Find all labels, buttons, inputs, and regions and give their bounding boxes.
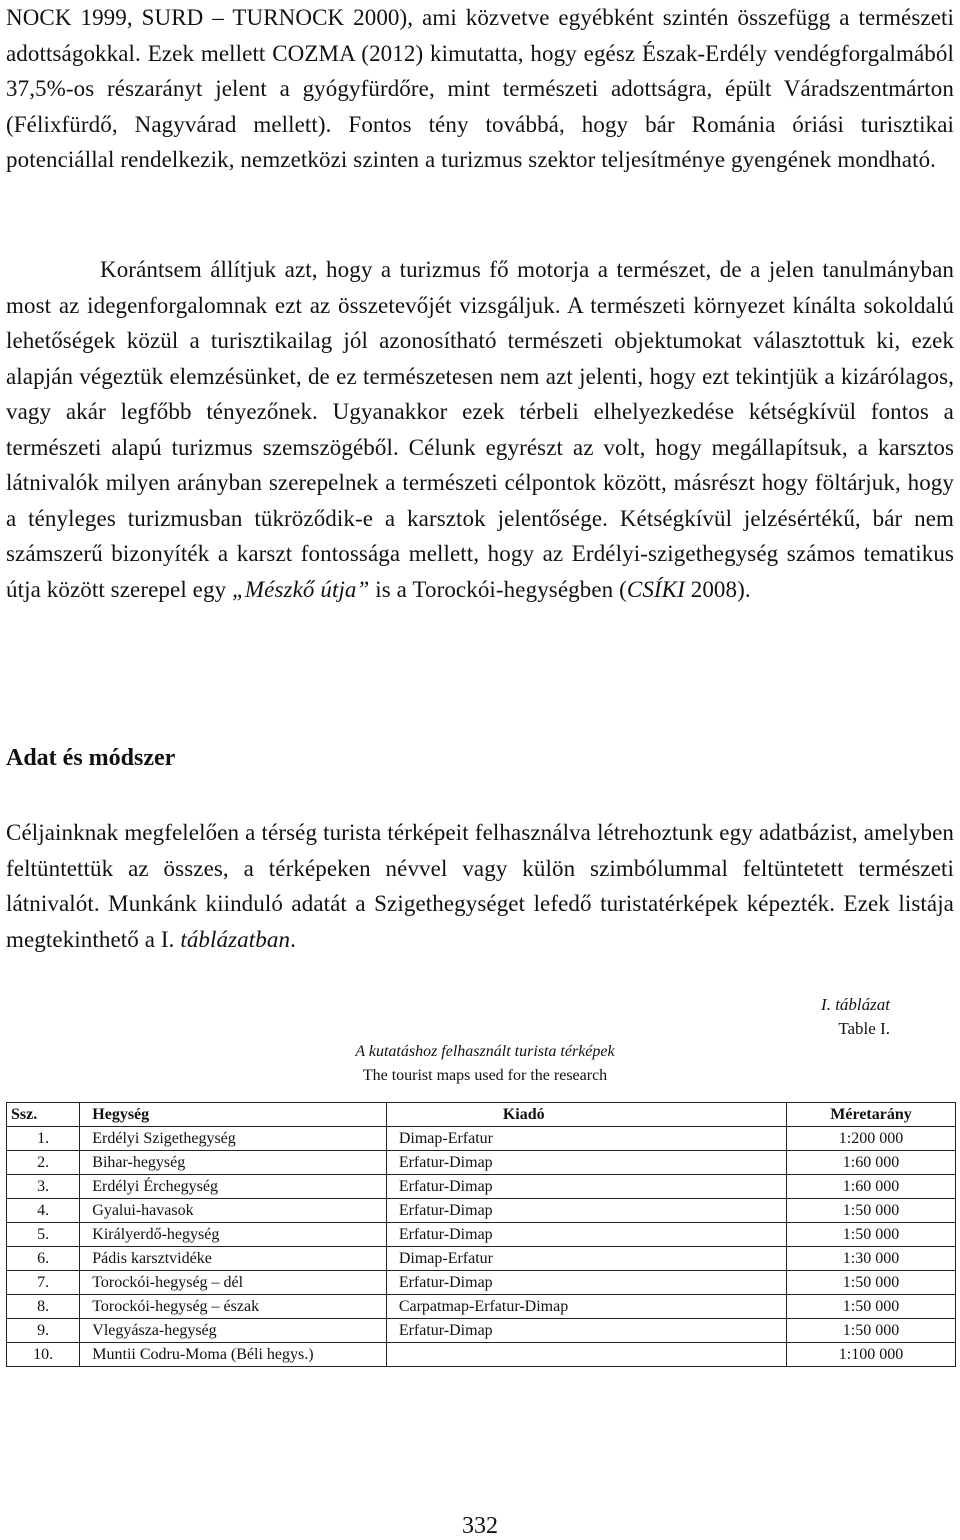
cell-publisher: Erfatur-Dimap bbox=[386, 1319, 786, 1343]
cell-scale: 1:50 000 bbox=[787, 1271, 956, 1295]
cell-mountain: Pádis karsztvidéke bbox=[80, 1247, 387, 1271]
table-row bbox=[7, 1127, 956, 1151]
cell-mountain: Muntii Codru-Moma (Béli hegys.) bbox=[80, 1343, 387, 1367]
cell-scale: 1:100 000 bbox=[787, 1343, 956, 1367]
paragraph-text: 2008). bbox=[684, 576, 751, 602]
table-row bbox=[7, 1343, 956, 1367]
paragraph-text: Céljainknak megfelelően a térség turista térképeit felhasználva létrehoztunk egy adatbázist, amelyben feltüntettük az összes, a térképeken névvel vagy külön szimbólummal feltüntetett természeti látnivalót. Munkánk kiinduló adatát a Szigethegységet lefedő turistatérképek képezték. Ezek listája megtekinthető a I. bbox=[6, 820, 954, 952]
cell-serial: 7. bbox=[7, 1271, 80, 1295]
cell-publisher: Erfatur-Dimap bbox=[386, 1223, 786, 1247]
header-mountain: Hegység bbox=[80, 1103, 387, 1127]
cell-mountain: Erdélyi Érchegység bbox=[80, 1175, 387, 1199]
cell-mountain: Erdélyi Szigethegység bbox=[80, 1127, 387, 1151]
page-number: 332 bbox=[462, 1513, 498, 1539]
cell-publisher: Erfatur-Dimap bbox=[386, 1175, 786, 1199]
table-title bbox=[308, 1040, 662, 1088]
cell-scale: 1:60 000 bbox=[787, 1175, 956, 1199]
cell-publisher: Dimap-Erfatur bbox=[386, 1247, 786, 1271]
cell-serial: 4. bbox=[7, 1199, 80, 1223]
citation-author: CSÍKI bbox=[626, 576, 685, 602]
cell-serial: 1. bbox=[7, 1127, 80, 1151]
cell-serial: 10. bbox=[7, 1343, 80, 1367]
cell-scale: 1:50 000 bbox=[787, 1199, 956, 1223]
header-serial: Ssz. bbox=[7, 1103, 80, 1127]
cell-serial: 6. bbox=[7, 1247, 80, 1271]
cell-scale: 1:60 000 bbox=[787, 1151, 956, 1175]
cell-serial: 8. bbox=[7, 1295, 80, 1319]
paragraph-method bbox=[6, 815, 954, 957]
table-title-hu: A kutatáshoz felhasznált turista térképek bbox=[355, 1043, 615, 1060]
table-row bbox=[7, 1271, 956, 1295]
paragraph-research-focus bbox=[6, 252, 954, 607]
cell-publisher: Erfatur-Dimap bbox=[386, 1151, 786, 1175]
route-name: „Mészkő útja” bbox=[232, 576, 370, 602]
cell-scale: 1:50 000 bbox=[787, 1319, 956, 1343]
table-row bbox=[7, 1175, 956, 1199]
table-title-en: The tourist maps used for the research bbox=[362, 1067, 608, 1084]
header-scale: Méretarány bbox=[787, 1103, 956, 1127]
cell-mountain: Torockói-hegység – dél bbox=[80, 1271, 387, 1295]
cell-mountain: Vlegyásza-hegység bbox=[80, 1319, 387, 1343]
cell-publisher: Carpatmap-Erfatur-Dimap bbox=[386, 1295, 786, 1319]
table-row bbox=[7, 1223, 956, 1247]
cell-mountain: Torockói-hegység – észak bbox=[80, 1295, 387, 1319]
cell-mountain: Királyerdő-hegység bbox=[80, 1223, 387, 1247]
cell-mountain: Gyalui-havasok bbox=[80, 1199, 387, 1223]
maps-table-wrapper bbox=[6, 1102, 956, 1367]
paragraph-text: Korántsem állítjuk azt, hogy a turizmus fő motorja a természet, de a jelen tanulmányban most az idegenforgalomnak ezt az összetevőjét vizsgáljuk. A természeti környezet kínálta sokoldalú lehetőségek közül a turisztikailag jól azonosítható természeti objektumokat választottuk ki, ezek alapján végeztük elemzésünket, de ez természetesen nem azt jelenti, hogy ezt tekintjük a kizárólagos, vagy akár legfőbb tényezőnek. Ugyanakkor ezek térbeli elhelyezkedése kétségkívül fontos a természeti alapú turizmus szemszögéből. Célunk egyrészt az volt, hogy megállapítsuk, a karsztos látnivalók milyen arányban szerepelnek a természeti célpontok között, másrészt hogy föltárjuk, hogy a tényleges turizmusban tükröződik-e a karsztok jelentősége. Kétségkívül jelzésértékű, bár nem számszerű bizonyíték a karszt fontossága mellett, hogy az Erdélyi-szigethegység számos tematikus útja között szerepel egy bbox=[6, 257, 954, 602]
cell-mountain: Bihar-hegység bbox=[80, 1151, 387, 1175]
cell-serial: 5. bbox=[7, 1223, 80, 1247]
cell-serial: 9. bbox=[7, 1319, 80, 1343]
table-row bbox=[7, 1199, 956, 1223]
table-row bbox=[7, 1247, 956, 1271]
maps-table bbox=[6, 1102, 956, 1367]
header-publisher: Kiadó bbox=[386, 1103, 786, 1127]
cell-publisher bbox=[386, 1343, 786, 1367]
cell-scale: 1:200 000 bbox=[787, 1127, 956, 1151]
paragraph-intro: NOCK 1999, SURD – TURNOCK 2000), ami közvetve egyébként szintén összefügg a természeti adottságokkal. Ezek mellett COZMA (2012) kimutatta, hogy egész Észak-Erdély vendégforgalmából 37,5%-os részarányt jelent a gyógyfürdőre, mint természeti adottságra, épült Váradszentmárton (Félixfürdő, Nagyvárad mellett). Fontos tény továbbá, hogy bár Románia óriási turisztikai potenciállal rendelkezik, nemzetközi szinten a turizmus szektor teljesítménye gyengének mondható. bbox=[6, 5, 954, 172]
cell-publisher: Erfatur-Dimap bbox=[386, 1199, 786, 1223]
cell-scale: 1:50 000 bbox=[787, 1223, 956, 1247]
cell-scale: 1:30 000 bbox=[787, 1247, 956, 1271]
table-reference: táblázatban bbox=[180, 926, 291, 952]
section-heading: Adat és módszer bbox=[6, 745, 176, 771]
cell-publisher: Dimap-Erfatur bbox=[386, 1127, 786, 1151]
table-header-row bbox=[7, 1103, 956, 1127]
cell-serial: 2. bbox=[7, 1151, 80, 1175]
table-row bbox=[7, 1151, 956, 1175]
table-row bbox=[7, 1295, 956, 1319]
table-row bbox=[7, 1319, 956, 1343]
cell-publisher: Erfatur-Dimap bbox=[386, 1271, 786, 1295]
table-label-hu: I. táblázat bbox=[821, 995, 890, 1014]
table-label-en: Table I. bbox=[838, 1019, 890, 1038]
table-label bbox=[821, 993, 890, 1041]
paragraph-text: . bbox=[290, 926, 296, 952]
cell-serial: 3. bbox=[7, 1175, 80, 1199]
paragraph-text: is a Torockói-hegységben ( bbox=[369, 576, 627, 602]
cell-scale: 1:50 000 bbox=[787, 1295, 956, 1319]
